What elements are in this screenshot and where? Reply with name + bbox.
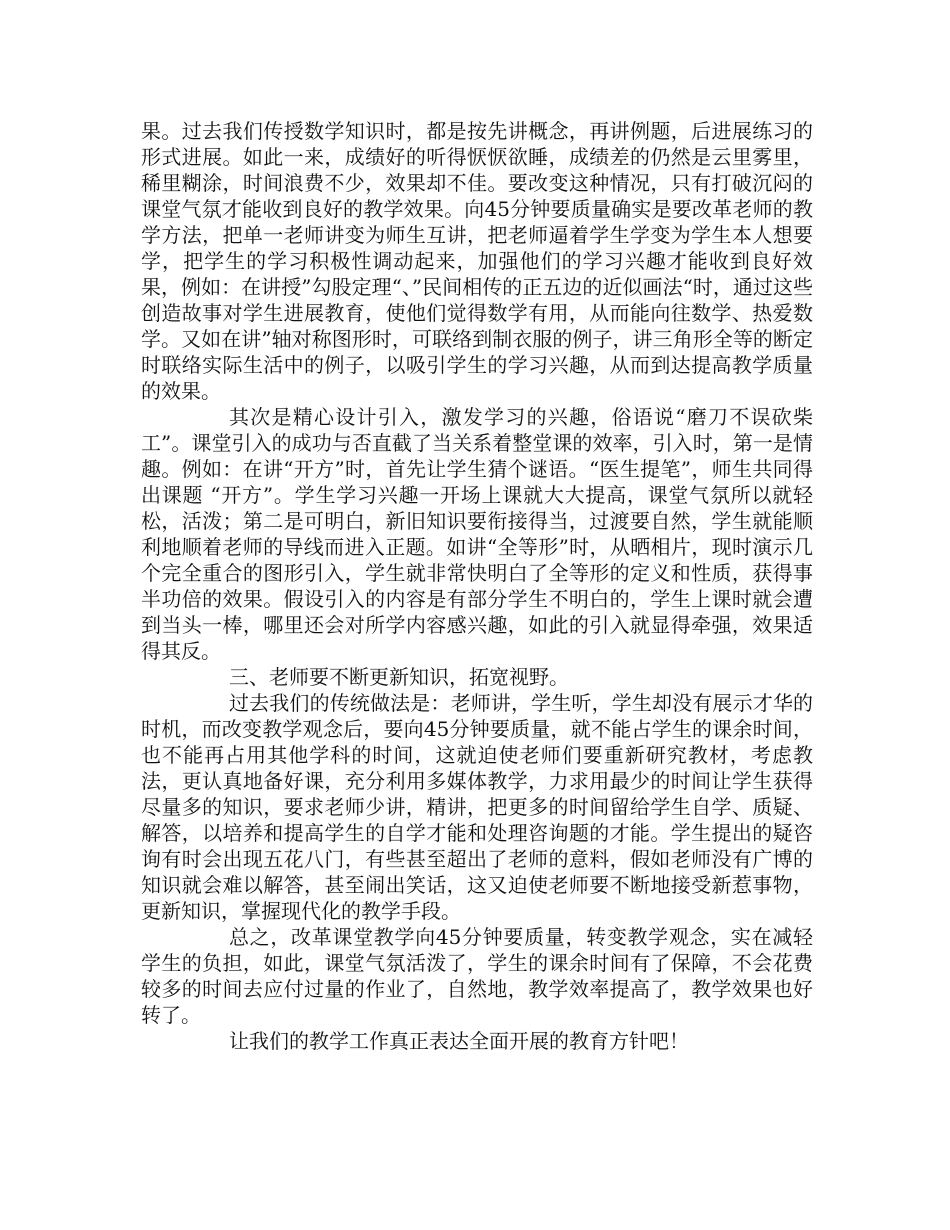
paragraph-summary: 总之，改革课堂教学向45分钟要质量，转变教学观念，实在减轻学生的负担，如此，课堂气氛活泼了，学生的课余时间有了保障，不会花费较多的时间去应付过量的作业了，自然地，教学效率提高了，教学效果也好转了。	[141, 925, 813, 1027]
section-heading-update-knowledge: 三、老师要不断更新知识，拓宽视野。	[229, 665, 569, 689]
paragraph-closing: 让我们的教学工作真正表达全面开展的教育方针吧！	[229, 1029, 689, 1053]
paragraph-traditional-practice: 过去我们的传统做法是：老师讲，学生听，学生却没有展示才华的时机，而改变教学观念后，要向45分钟要质量，就不能占学生的课余时间，也不能再占用其他学科的时间，这就迫使老师们要重新研究教材，考虑教法，更认真地备好课，充分利用多媒体教学，力求用最少的时间让学生获得尽量多的知识，要求老师少讲，精讲，把更多的时间留给学生自学、质疑、解答，以培养和提高学生的自学才能和处理咨询题的才能。学生提出的疑咨询有时会出现五花八门，有些甚至超出了老师的意料，假如老师没有广博的知识就会难以解答，甚至闹出笑话，这又迫使老师要不断地接受新惹事物，更新知识，掌握现代化的教学手段。	[141, 691, 813, 923]
paragraph-lesson-introduction: 其次是精心设计引入，激发学习的兴趣，俗语说“磨刀不误砍柴工”。课堂引入的成功与否直截了当关系着整堂课的效率，引入时，第一是情趣。例如：在讲“开方”时，首先让学生猜个谜语。“医生提笔”，师生共同得出课题 “开方”。学生学习兴趣一开场上课就大大提高，课堂气氛所以就轻松，活泼；第二是可明白，新旧知识要衔接得当，过渡要自然，学生就能顺利地顺着老师的导线而进入正题。如讲“全等形”时，从晒相片，现时演示几个完全重合的图形引入，学生就非常快明白了全等形的定义和性质，获得事半功倍的效果。假设引入的内容是有部分学生不明白的，学生上课时就会遭到当头一棒，哪里还会对所学内容感兴趣，如此的引入就显得牵强，效果适得其反。	[141, 405, 813, 663]
paragraph-teaching-method-continued: 果。过去我们传授数学知识时，都是按先讲概念，再讲例题，后进展练习的形式进展。如此一来，成绩好的听得恹恹欲睡，成绩差的仍然是云里雾里，稀里糊涂，时间浪费不少，效果却不佳。要改变这种情况，只有打破沉闷的课堂气氛才能收到良好的教学效果。向45分钟要质量确实是要改革老师的教学方法，把单一老师讲变为师生互讲，把老师逼着学生学变为学生本人想要学，把学生的学习积极性调动起来，加强他们的学习兴趣才能收到良好效果，例如：在讲授”勾股定理“、”民间相传的正五边的近似画法“时，通过这些创造故事对学生进展教育，使他们觉得数学有用，从而能向往数学、热爱数学。又如在讲”轴对称图形时，可联络到制衣服的例子，讲三角形全等的断定时联络实际生活中的例子，以吸引学生的学习兴趣，从而到达提高教学质量的效果。	[141, 119, 813, 403]
document-body	[141, 118, 813, 1054]
